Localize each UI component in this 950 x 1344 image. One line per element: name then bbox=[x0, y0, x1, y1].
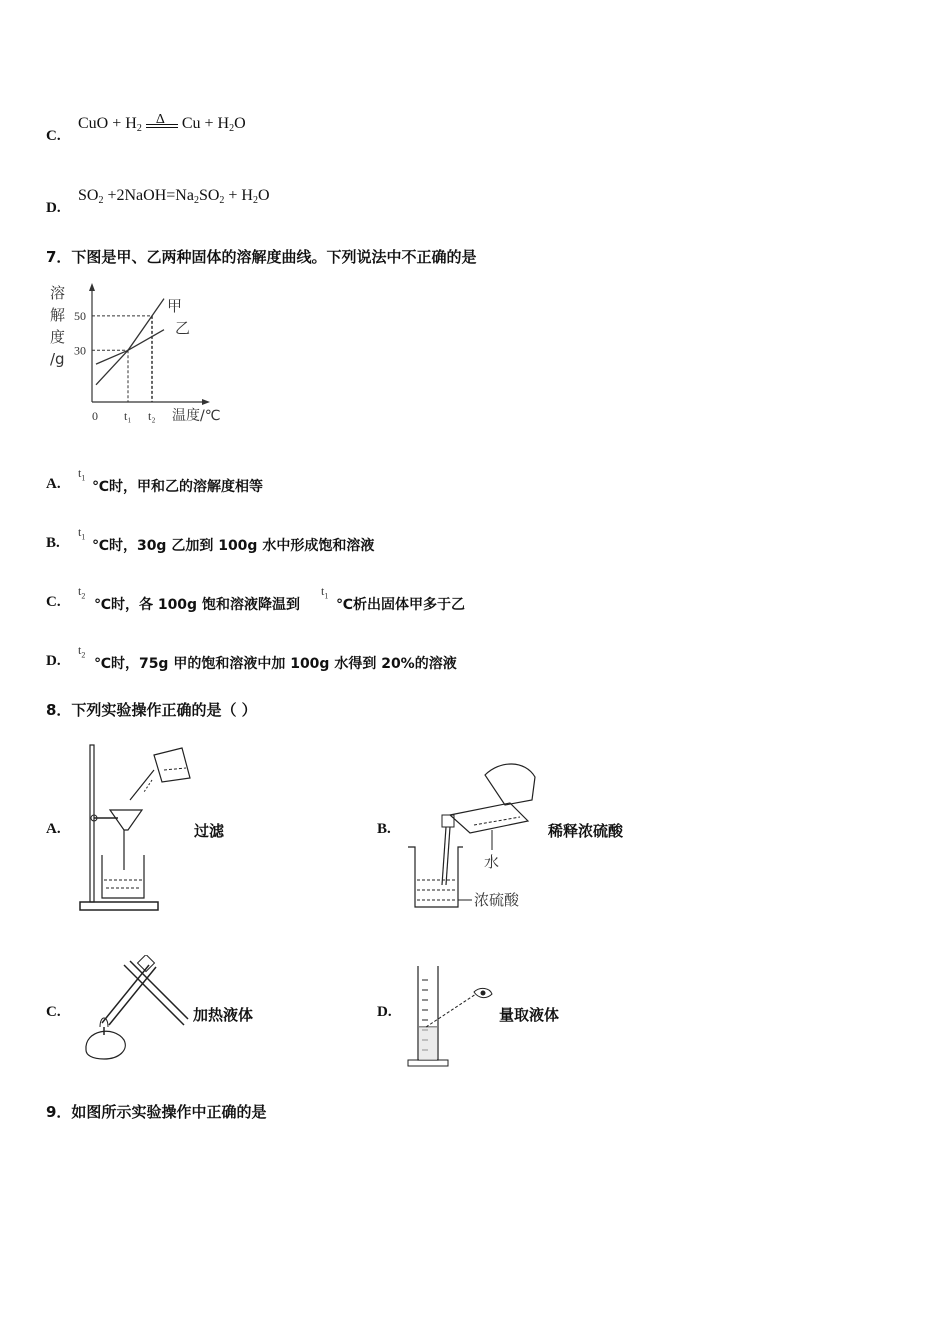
q7-stem: 7．下图是甲、乙两种固体的溶解度曲线。下列说法中不正确的是 bbox=[46, 248, 477, 266]
x-axis-label: 温度/℃ bbox=[172, 408, 221, 424]
svg-text:水: 水 bbox=[484, 853, 500, 871]
q8-c-caption: 加热液体 bbox=[193, 1006, 254, 1024]
q7-a-temp: $t_1$ bbox=[78, 466, 86, 483]
q7-d-text: ℃时，75g 甲的饱和溶液中加 100g 水得到 20%的溶液 bbox=[94, 656, 457, 672]
heating-figure bbox=[74, 955, 189, 1067]
dilution-figure bbox=[400, 755, 545, 915]
q6-d-equation: $SO_2$ $+2NaOH=Na_2SO_2 + H_2O$ bbox=[78, 187, 270, 206]
q8-a-label: A. bbox=[46, 821, 61, 837]
measuring-figure bbox=[402, 960, 497, 1070]
ylabel-char: 度 bbox=[50, 328, 66, 346]
filtration-figure bbox=[72, 740, 192, 915]
q7-c-text2: ℃析出固体甲多于乙 bbox=[336, 597, 465, 613]
x-tick-label: 0 bbox=[92, 409, 98, 423]
chart-ylabel bbox=[50, 284, 65, 368]
q9-stem: 9．如图所示实验操作中正确的是 bbox=[46, 1103, 267, 1121]
ylabel-char: /g bbox=[50, 350, 65, 368]
q8-stem: 8．下列实验操作正确的是（ ） bbox=[46, 701, 257, 719]
series-line-甲 bbox=[96, 299, 164, 385]
legend-yi: 乙 bbox=[175, 319, 191, 337]
q8-d-label: D. bbox=[377, 1004, 392, 1020]
x-tick-label: t₁ bbox=[124, 409, 132, 423]
svg-text:浓硫酸: 浓硫酸 bbox=[474, 891, 520, 909]
q6-d-label: D. bbox=[46, 200, 61, 216]
q7-b-label: B. bbox=[46, 535, 60, 551]
q8-d-caption: 量取液体 bbox=[499, 1006, 560, 1024]
heat-delta: Δ bbox=[155, 112, 165, 127]
solubility-chart bbox=[44, 280, 244, 430]
x-axis-arrow bbox=[202, 399, 210, 405]
q7-c-temp2: $t_1$ bbox=[321, 584, 329, 601]
q7-c-temp: $t_2$ bbox=[78, 584, 86, 601]
y-axis-arrow bbox=[89, 283, 95, 291]
q8-b-label: B. bbox=[377, 821, 391, 837]
q6-c-equation: CuO + $H_2$ Δ $Cu + H_2O$ bbox=[78, 112, 246, 134]
q7-b-text: ℃时，30g 乙加到 100g 水中形成饱和溶液 bbox=[92, 538, 375, 554]
y-tick-label: 30 bbox=[74, 343, 86, 358]
legend-jia: 甲 bbox=[167, 297, 183, 315]
q7-d-label: D. bbox=[46, 653, 61, 669]
q7-c-text: ℃时，各 100g 饱和溶液降温到 bbox=[94, 597, 300, 613]
q8-c-label: C. bbox=[46, 1004, 61, 1020]
q7-d-temp: $t_2$ bbox=[78, 643, 86, 660]
q6-c-label: C. bbox=[46, 128, 61, 144]
q8-b-caption: 稀释浓硫酸 bbox=[548, 822, 624, 840]
ylabel-char: 溶 bbox=[50, 284, 66, 302]
x-tick-label: t₂ bbox=[148, 409, 156, 423]
q7-b-temp: $t_1$ bbox=[78, 525, 86, 542]
ylabel-char: 解 bbox=[50, 306, 66, 324]
q7-a-label: A. bbox=[46, 476, 61, 492]
q7-a-text: ℃时，甲和乙的溶解度相等 bbox=[92, 479, 263, 495]
q7-c-label: C. bbox=[46, 594, 61, 610]
y-tick-label: 50 bbox=[74, 308, 86, 323]
q8-a-caption: 过滤 bbox=[194, 822, 225, 840]
